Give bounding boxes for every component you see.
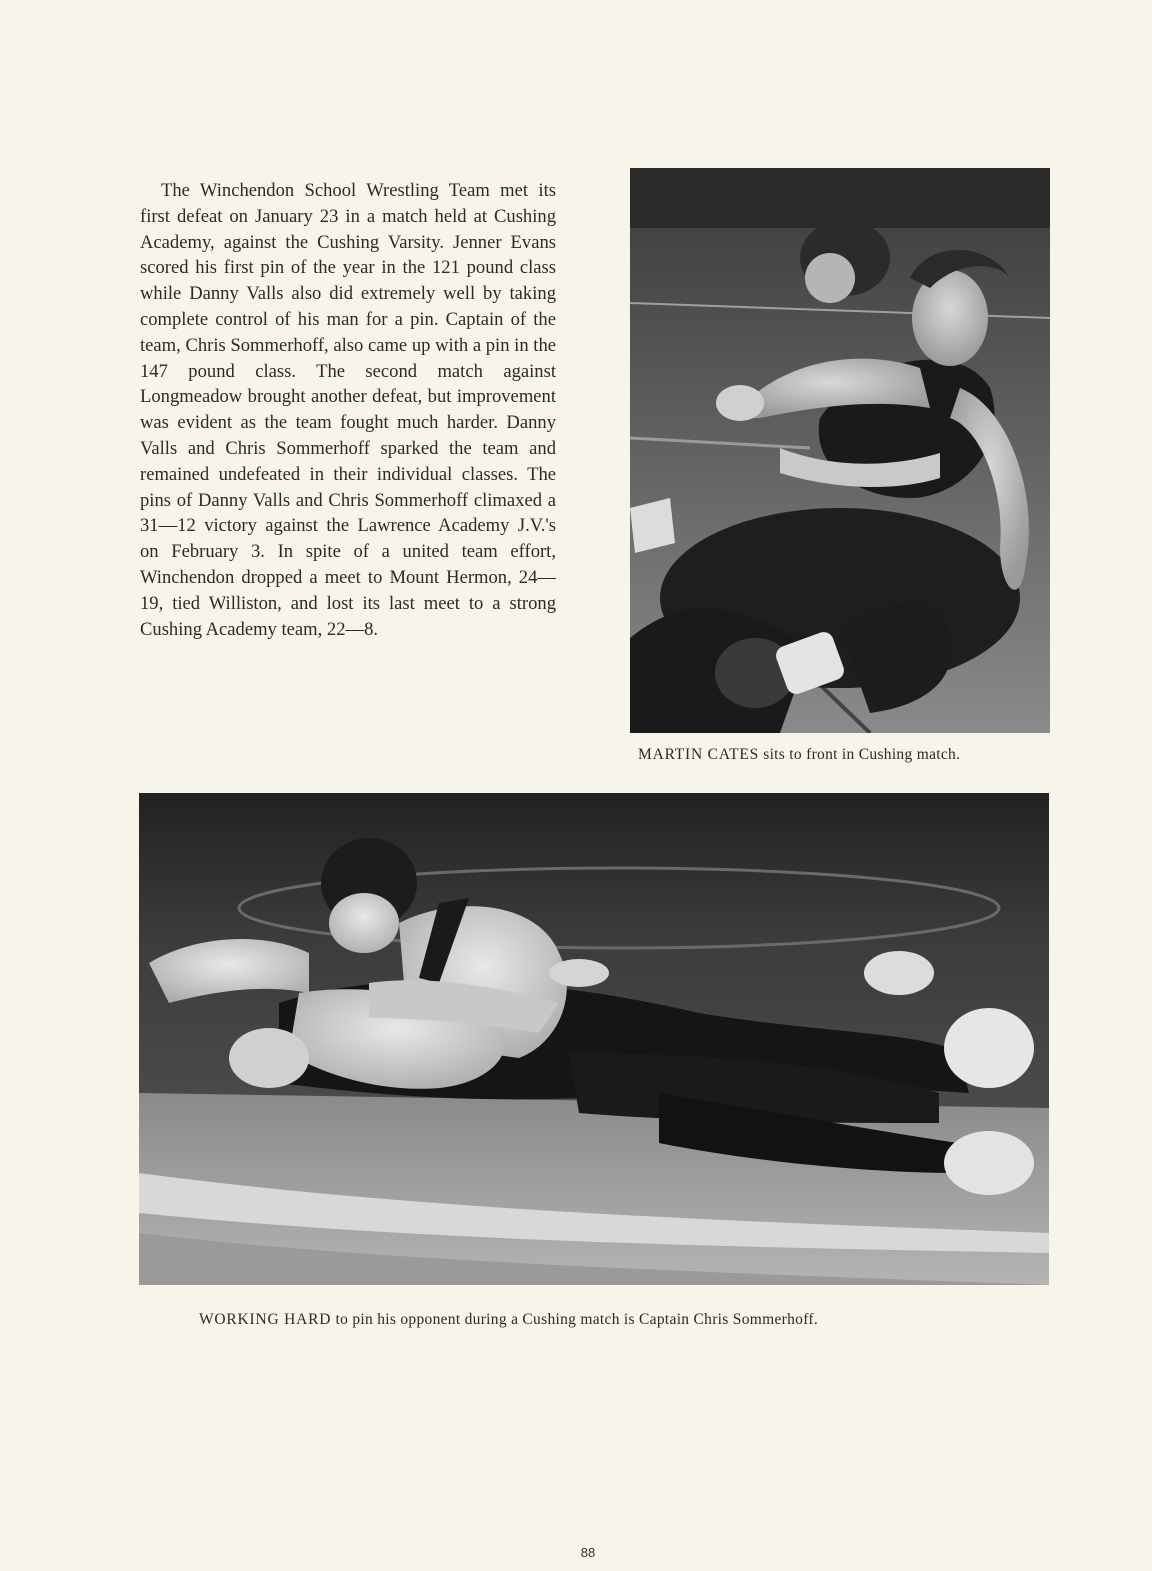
wrestling-photo-top (630, 168, 1050, 733)
photo-caption-top (638, 746, 960, 764)
caption-bottom-lead: WORKING HARD (199, 1311, 332, 1328)
caption-bottom-rest: to pin his opponent during a Cushing match is Captain Chris Sommerhoff. (331, 1311, 819, 1328)
page-number: 88 (580, 1545, 596, 1560)
caption-top-rest: sits to front in Cushing match. (759, 746, 961, 763)
wrestling-photo-bottom-image (139, 793, 1049, 1285)
photo-caption-bottom (199, 1311, 818, 1329)
wrestling-photo-bottom (139, 793, 1049, 1285)
caption-top-lead: MARTIN CATES (638, 746, 760, 763)
article-body: The Winchendon School Wrestling Team met its first defeat on January 23 in a match held at Cushing Academy, against the Cushing Varsity. Jenner Evans scored his first pin of the year in the 121 pound class while Danny Valls also did extremely well by taking complete control of his man for a pin. Captain of the team, Chris Sommerhoff, also came up with a pin in the 147 pound class. The second match against Longmeadow brought another defeat, but improvement was evident as the team fought much harder. Danny Valls and Chris Sommerhoff sparked the team and remained undefeated in their individual classes. The pins of Danny Valls and Chris Sommerhoff climaxed a 31—12 victory against the Lawrence Academy J.V.'s on February 3. In spite of a united team effort, Winchendon dropped a meet to Mount Hermon, 24—19, tied Williston, and lost its last meet to a strong Cushing Academy team, 22—8. (140, 180, 556, 640)
wrestling-photo-top-image (630, 168, 1050, 733)
